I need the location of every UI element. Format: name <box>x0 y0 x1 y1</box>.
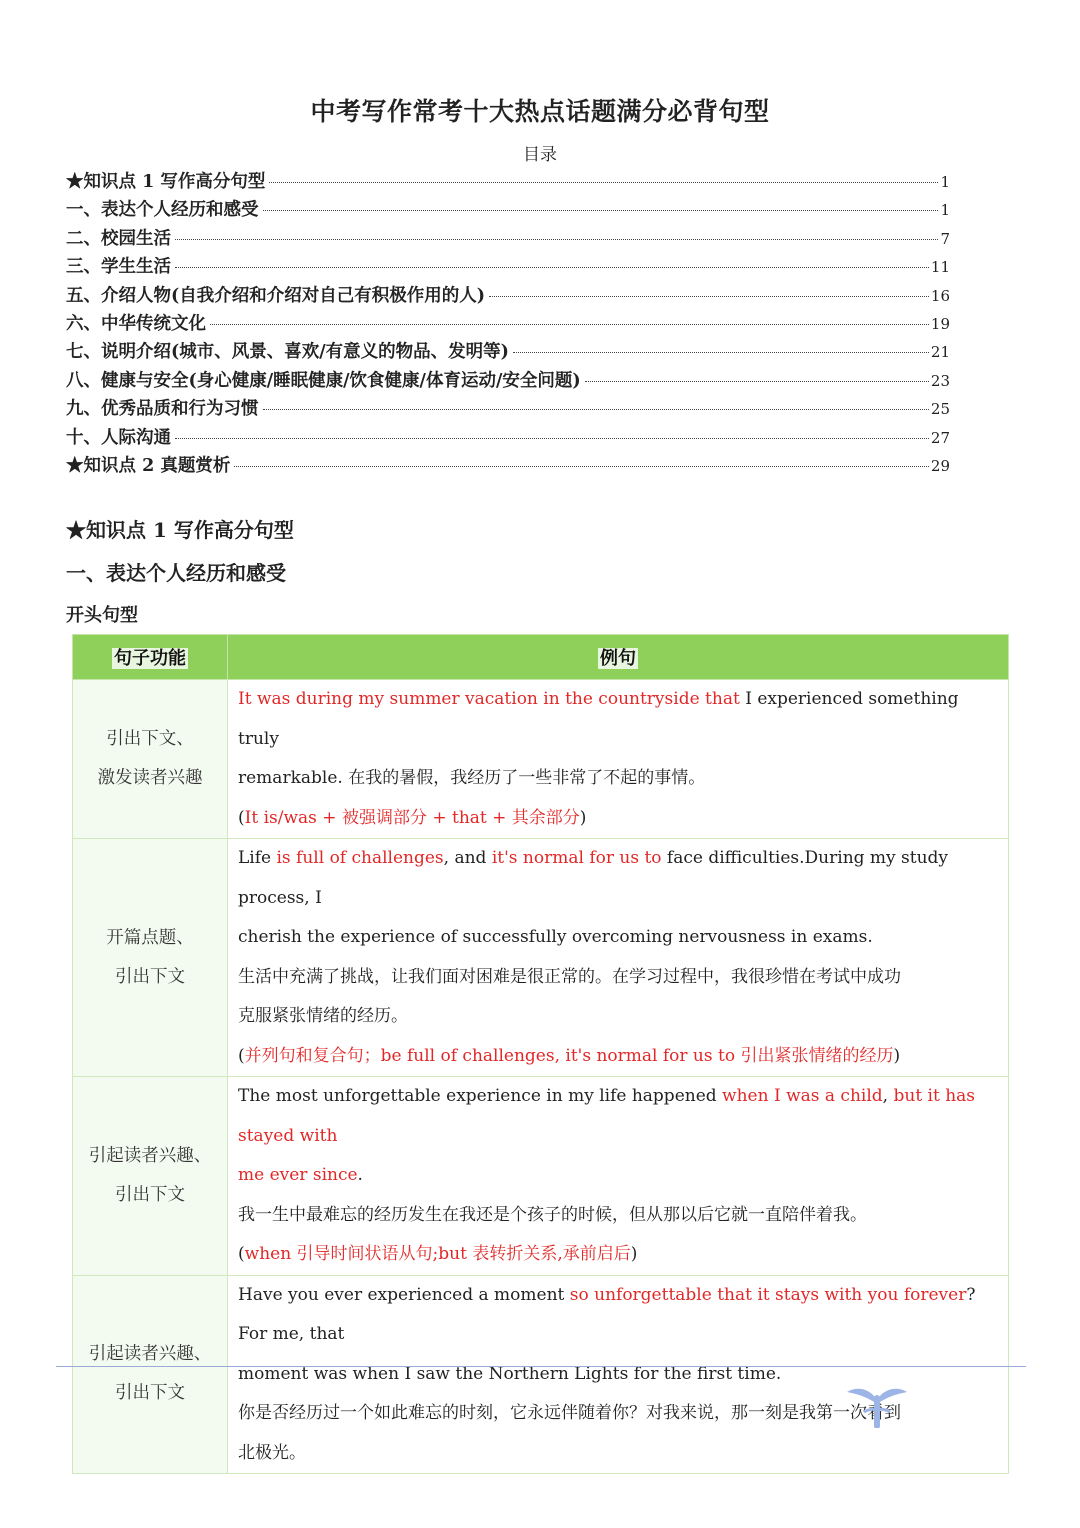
example-text: I experienced something truly <box>238 689 959 749</box>
example-line <box>238 1077 998 1156</box>
toc-item[interactable] <box>66 452 950 480</box>
toc-item[interactable] <box>66 253 950 281</box>
highlighted-phrase: is full of challenges <box>276 848 444 868</box>
example-line <box>238 918 998 958</box>
example-line <box>238 1196 998 1236</box>
toc-item[interactable] <box>66 395 950 423</box>
toc-item-page: 1 <box>940 173 950 191</box>
toc-item-page: 7 <box>940 229 950 248</box>
table-of-contents <box>66 168 950 480</box>
toc-item[interactable] <box>66 282 950 310</box>
example-cell <box>228 1077 1009 1276</box>
table-row <box>73 680 1009 839</box>
toc-item-label: 二、校园生活 <box>66 228 171 249</box>
example-line <box>238 997 998 1037</box>
toc-leader-dots <box>513 352 929 353</box>
toc-leader-dots <box>210 324 929 325</box>
example-text: cherish the experience of successfully overcoming nervousness in exams. <box>238 927 873 947</box>
highlighted-phrase: when 引导时间状语从句;but 表转折关系,承前启后 <box>244 1244 631 1264</box>
toc-item-page: 23 <box>930 371 950 390</box>
toc-leader-dots <box>175 438 929 439</box>
function-line: 引出下文 <box>115 966 185 987</box>
highlighted-phrase: but it has stayed with <box>238 1086 976 1146</box>
toc-heading: 目录 <box>523 145 557 165</box>
example-line <box>238 799 998 839</box>
table-row <box>73 1275 1009 1474</box>
example-cell <box>228 680 1009 839</box>
example-text: moment was when I saw the Northern Lights for the first time. <box>238 1363 782 1384</box>
highlighted-phrase: when I was a child <box>722 1086 883 1106</box>
table-header-row <box>73 635 1009 680</box>
table-row <box>73 839 1009 1077</box>
toc-item-label: 六、中华传统文化 <box>66 313 206 334</box>
highlighted-phrase: it's normal for us to <box>491 848 662 868</box>
example-line <box>238 1037 998 1077</box>
section-heading-personal-experience: 一、表达个人经历和感受 <box>66 561 286 585</box>
function-cell <box>73 1077 228 1276</box>
toc-item[interactable] <box>66 168 950 196</box>
toc-item-page: 16 <box>930 286 950 305</box>
example-cell <box>228 839 1009 1077</box>
toc-item-page: 25 <box>930 400 950 419</box>
toc-item-page: 11 <box>930 258 950 277</box>
function-line: 激发读者兴趣 <box>97 768 203 788</box>
example-text: 生活中充满了挑战，让我们面对困难是很正常的。在学习过程中，我很珍惜在考试中成功 <box>238 966 901 987</box>
toc-item-label: 八、健康与安全(身心健康/睡眠健康/饮食健康/体育运动/安全问题) <box>66 370 581 391</box>
example-text: ( <box>238 807 245 828</box>
example-text: , and <box>443 848 492 868</box>
toc-item-label: 十、人际沟通 <box>66 427 171 448</box>
example-text: ) <box>579 807 587 828</box>
function-line: 引出下文、 <box>106 729 194 749</box>
toc-item[interactable] <box>66 367 950 395</box>
function-cell <box>73 839 228 1077</box>
toc-item[interactable] <box>66 225 950 253</box>
example-text: ? For me, that <box>238 1284 976 1344</box>
footer-divider <box>56 1366 1026 1367</box>
example-text: 克服紧张情绪的经历。 <box>238 1006 408 1026</box>
example-line <box>238 839 998 918</box>
toc-item-page: 21 <box>930 343 950 362</box>
function-line: 引起读者兴趣、 <box>88 1344 212 1365</box>
example-text: Have you ever experienced a moment <box>238 1284 570 1305</box>
example-line <box>238 1235 998 1275</box>
highlighted-phrase: so unforgettable that it stays with you forever <box>569 1284 967 1305</box>
document-title: 中考写作常考十大热点话题满分必背句型 <box>310 97 770 126</box>
section-heading-knowledge-1: ★知识点 1 写作高分句型 <box>66 518 294 542</box>
example-line <box>238 759 998 799</box>
toc-leader-dots <box>489 296 929 297</box>
table-row <box>73 1077 1009 1276</box>
example-text: 我一生中最难忘的经历发生在我还是个孩子的时候，但从那以后它就一直陪伴着我。 <box>238 1204 867 1225</box>
toc-item[interactable] <box>66 196 950 224</box>
function-line: 开篇点题、 <box>106 927 194 948</box>
example-line <box>238 1276 998 1355</box>
example-text: face difficulties.During my study process, I <box>238 848 949 908</box>
example-text: ) <box>630 1244 638 1264</box>
toc-item-label: 三、学生生活 <box>66 257 171 278</box>
subsection-heading-opening-sentences: 开头句型 <box>66 605 138 626</box>
sentence-pattern-table <box>72 634 1009 1474</box>
example-text: The most unforgettable experience in my life happened <box>238 1086 723 1106</box>
toc-item-page: 1 <box>940 201 950 220</box>
toc-item[interactable] <box>66 424 950 452</box>
toc-leader-dots <box>263 210 939 211</box>
function-cell <box>73 680 228 839</box>
example-text: ( <box>238 1244 245 1264</box>
example-line <box>238 958 998 998</box>
toc-leader-dots <box>175 267 929 268</box>
example-text: ( <box>238 1045 245 1066</box>
toc-item-label: 一、表达个人经历和感受 <box>66 200 259 221</box>
function-line: 引出下文 <box>115 1184 185 1205</box>
function-line: 引出下文 <box>115 1383 185 1404</box>
function-cell <box>73 1275 228 1474</box>
example-line <box>238 680 998 759</box>
example-text: ) <box>893 1045 901 1066</box>
sprout-logo-icon <box>844 1382 910 1428</box>
highlighted-phrase: 并列句和复合句；be full of challenges, it's normal for us to 引出紧张情绪的经历 <box>244 1045 894 1066</box>
toc-item-page: 29 <box>930 456 950 475</box>
highlighted-phrase: It was during my summer vacation in the countryside that <box>238 689 740 709</box>
toc-item[interactable] <box>66 310 950 338</box>
example-line <box>238 1156 998 1196</box>
toc-item-label: 九、优秀品质和行为习惯 <box>66 399 259 420</box>
highlighted-phrase: It is/was + 被强调部分 + that + 其余部分 <box>244 807 580 828</box>
toc-leader-dots <box>234 466 929 467</box>
toc-item-label: 七、说明介绍(城市、风景、喜欢/有意义的物品、发明等) <box>66 342 509 363</box>
example-text: 北极光。 <box>238 1442 306 1463</box>
toc-item-page: 19 <box>930 314 950 333</box>
toc-item-label: ★知识点 2 真题赏析 <box>66 455 231 476</box>
example-line <box>238 1434 998 1474</box>
toc-leader-dots <box>175 239 938 240</box>
example-cell <box>228 1275 1009 1474</box>
toc-item-label: ★知识点 1 写作高分句型 <box>66 172 266 192</box>
toc-leader-dots <box>585 381 929 382</box>
toc-item[interactable] <box>66 338 950 366</box>
highlighted-phrase: me ever since <box>238 1165 358 1185</box>
toc-item-label: 五、介绍人物(自我介绍和介绍对自己有积极作用的人) <box>66 285 486 306</box>
example-text: 你是否经历过一个如此难忘的时刻，它永远伴随着你？对我来说，那一刻是我第一次看到 <box>238 1403 901 1423</box>
function-line: 引起读者兴趣、 <box>88 1145 212 1166</box>
example-text: . <box>357 1165 363 1185</box>
column-header-function: 句子功能 <box>73 635 228 680</box>
column-header-example: 例句 <box>228 635 1009 680</box>
example-text: , <box>882 1086 894 1106</box>
example-text: remarkable. 在我的暑假，我经历了一些非常了不起的事情。 <box>238 768 706 788</box>
example-text: Life <box>238 848 277 868</box>
toc-leader-dots <box>269 182 938 183</box>
toc-leader-dots <box>263 409 929 410</box>
toc-item-page: 27 <box>930 428 950 447</box>
